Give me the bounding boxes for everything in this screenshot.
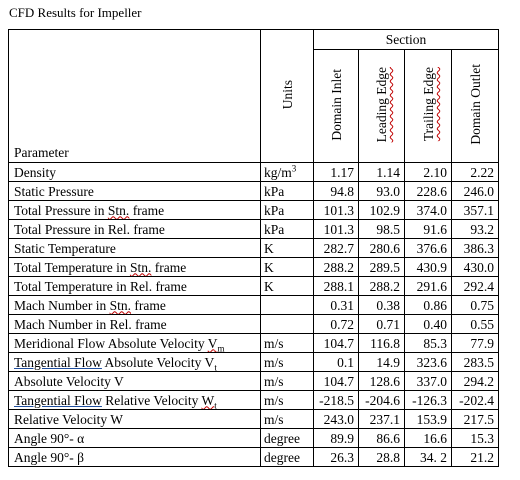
table-row [9,201,499,220]
cell-trailing-edge: 153.9 [405,410,452,429]
row-parameter [9,296,261,315]
cell-leading-edge: 289.5 [359,258,405,277]
table-row [9,277,499,296]
cell-trailing-edge: 0.40 [405,315,452,334]
cell-leading-edge: 93.0 [359,182,405,201]
header-domain-inlet [314,50,359,163]
row-parameter-text: Angle 90°- β [14,449,85,465]
cell-domain-outlet: 292.4 [452,277,499,296]
cell-domain-outlet: 430.0 [452,258,499,277]
table-row [9,448,499,467]
row-unit: m/s [261,353,314,372]
table-row [9,315,499,334]
header-leading-edge [359,50,405,163]
cell-leading-edge: 1.14 [359,163,405,182]
row-parameter-subscript: m [217,343,225,353]
cell-domain-inlet: 1.17 [314,163,359,182]
cell-domain-outlet: 2.22 [452,163,499,182]
cell-domain-inlet: 288.2 [314,258,359,277]
cell-leading-edge: 86.6 [359,429,405,448]
row-parameter [9,163,261,182]
row-unit: degree [261,448,314,467]
cell-trailing-edge: 85.3 [405,334,452,353]
row-unit [261,163,314,182]
table-row [9,182,499,201]
cell-trailing-edge: 323.6 [405,353,452,372]
cell-trailing-edge: 374.0 [405,201,452,220]
header-units-label: Units [279,79,295,110]
row-unit: m/s [261,372,314,391]
cell-trailing-edge: 0.86 [405,296,452,315]
row-parameter [9,258,261,277]
cell-domain-inlet: 89.9 [314,429,359,448]
cell-leading-edge: 28.8 [359,448,405,467]
cell-trailing-edge: 430.9 [405,258,452,277]
row-parameter [9,315,261,334]
row-parameter-symbol: V [207,335,218,351]
cell-trailing-edge: 16.6 [405,429,452,448]
row-parameter-suffix: Relative Velocity [101,392,202,408]
cell-domain-inlet: 94.8 [314,182,359,201]
row-parameter-marked: Stn. [107,202,130,218]
cell-domain-outlet: 246.0 [452,182,499,201]
cell-domain-inlet: -218.5 [314,391,359,410]
row-parameter [9,334,261,353]
cell-domain-outlet: 386.3 [452,239,499,258]
cell-domain-inlet: 0.1 [314,353,359,372]
row-parameter-symbol-wrap [202,393,217,408]
cell-leading-edge: 14.9 [359,353,405,372]
row-parameter-suffix: Absolute Velocity V [101,354,215,370]
cell-leading-edge: 288.2 [359,277,405,296]
table-row [9,353,499,372]
cell-trailing-edge: 91.6 [405,220,452,239]
cell-domain-inlet: 0.31 [314,296,359,315]
cell-leading-edge: 0.71 [359,315,405,334]
cell-trailing-edge: 2.10 [405,163,452,182]
cell-leading-edge: 102.9 [359,201,405,220]
cell-leading-edge: -204.6 [359,391,405,410]
row-parameter [9,448,261,467]
row-parameter-marked: Stn. [109,297,131,313]
cell-domain-inlet: 243.0 [314,410,359,429]
table-row [9,258,499,277]
table-row [9,391,499,410]
cell-leading-edge: 280.6 [359,239,405,258]
row-parameter [9,372,261,391]
row-parameter [9,353,261,372]
row-parameter-suffix: frame [131,297,166,313]
row-parameter-text: Angle 90°- α [14,430,85,446]
row-parameter-suffix: frame [151,259,187,275]
table-caption: CFD Results for Impeller [9,5,142,20]
row-parameter-marked: Tangential Flow [14,354,102,370]
row-parameter [9,410,261,429]
row-parameter-suffix: frame [129,202,165,218]
cell-domain-outlet: 217.5 [452,410,499,429]
cell-leading-edge: 128.6 [359,372,405,391]
table-row [9,163,499,182]
cell-domain-inlet: 104.7 [314,372,359,391]
cell-domain-inlet: 26.3 [314,448,359,467]
cell-domain-inlet: 282.7 [314,239,359,258]
row-unit: m/s [261,334,314,353]
row-parameter [9,182,261,201]
row-parameter-marked: Tangential Flow [14,392,102,408]
header-section: Section [314,30,499,50]
row-parameter-text: Total Pressure in [14,202,108,218]
header-domain-outlet [452,50,499,163]
row-unit: kPa [261,220,314,239]
row-parameter-text: Meridional Flow Absolute Velocity [14,335,208,351]
row-parameter-text: Total Temperature in Rel. frame [14,278,187,294]
row-parameter-text: Static Temperature [14,240,116,256]
cell-leading-edge: 98.5 [359,220,405,239]
cell-trailing-edge: 376.6 [405,239,452,258]
cell-domain-outlet: 357.1 [452,201,499,220]
cell-domain-outlet: 294.2 [452,372,499,391]
row-parameter [9,201,261,220]
row-unit: m/s [261,410,314,429]
row-parameter [9,391,261,410]
cell-domain-inlet: 0.72 [314,315,359,334]
cfd-results-table [8,29,499,467]
row-parameter-text: Total Pressure in Rel. frame [14,221,165,237]
cell-domain-outlet: 93.2 [452,220,499,239]
row-unit [261,315,314,334]
row-parameter-text: Static Pressure [14,183,94,199]
row-parameter-subscript: t [214,362,217,372]
cell-domain-inlet: 101.3 [314,201,359,220]
cell-trailing-edge: 228.6 [405,182,452,201]
cell-domain-outlet: 77.9 [452,334,499,353]
row-unit: K [261,239,314,258]
header-domain-outlet-label: Domain Outlet [467,64,483,145]
row-parameter-text: Relative Velocity W [14,411,123,427]
cell-domain-outlet: 0.75 [452,296,499,315]
cell-domain-outlet: 0.55 [452,315,499,334]
table-row [9,429,499,448]
row-parameter [9,429,261,448]
cell-leading-edge: 237.1 [359,410,405,429]
row-parameter-text: Absolute Velocity V [14,373,124,389]
table-row [9,220,499,239]
row-unit: K [261,258,314,277]
row-parameter-text: Mach Number in [14,297,110,313]
row-parameter [9,220,261,239]
row-parameter-marked [208,336,225,351]
cell-trailing-edge: 337.0 [405,372,452,391]
cell-domain-outlet: 21.2 [452,448,499,467]
header-units [261,30,314,163]
row-unit: kPa [261,182,314,201]
row-parameter-text: Total Temperature in [14,259,130,275]
row-parameter-text: Density [14,164,56,180]
table-row [9,296,499,315]
row-unit: m/s [261,391,314,410]
cell-domain-inlet: 101.3 [314,220,359,239]
cell-domain-outlet: 15.3 [452,429,499,448]
header-trailing-edge-label: Trailing Edge [420,67,436,142]
cell-leading-edge: 0.38 [359,296,405,315]
row-unit: degree [261,429,314,448]
row-parameter-subscript: t [214,400,217,410]
cell-leading-edge: 116.8 [359,334,405,353]
header-parameter: Parameter [9,30,261,163]
table-row [9,334,499,353]
row-unit-text: kg/m [264,164,292,180]
row-parameter-text: Mach Number in Rel. frame [14,316,167,332]
row-parameter-marked: Stn. [129,259,152,275]
row-parameter [9,277,261,296]
row-unit [261,296,314,315]
table-row [9,410,499,429]
header-domain-inlet-label: Domain Inlet [328,68,344,141]
cell-trailing-edge: 291.6 [405,277,452,296]
row-parameter [9,239,261,258]
header-leading-edge-label: Leading Edge [374,66,389,143]
cell-domain-outlet: 283.5 [452,353,499,372]
row-unit-superscript: 3 [291,163,297,173]
row-parameter-symbol: W [201,392,215,408]
table-row [9,372,499,391]
table-body [9,163,499,467]
table-row [9,239,499,258]
cell-domain-inlet: 288.1 [314,277,359,296]
header-trailing-edge [405,50,452,163]
cell-trailing-edge: -126.3 [405,391,452,410]
cell-domain-inlet: 104.7 [314,334,359,353]
cell-domain-outlet: -202.4 [452,391,499,410]
row-unit: K [261,277,314,296]
row-unit: kPa [261,201,314,220]
cell-trailing-edge: 34. 2 [405,448,452,467]
